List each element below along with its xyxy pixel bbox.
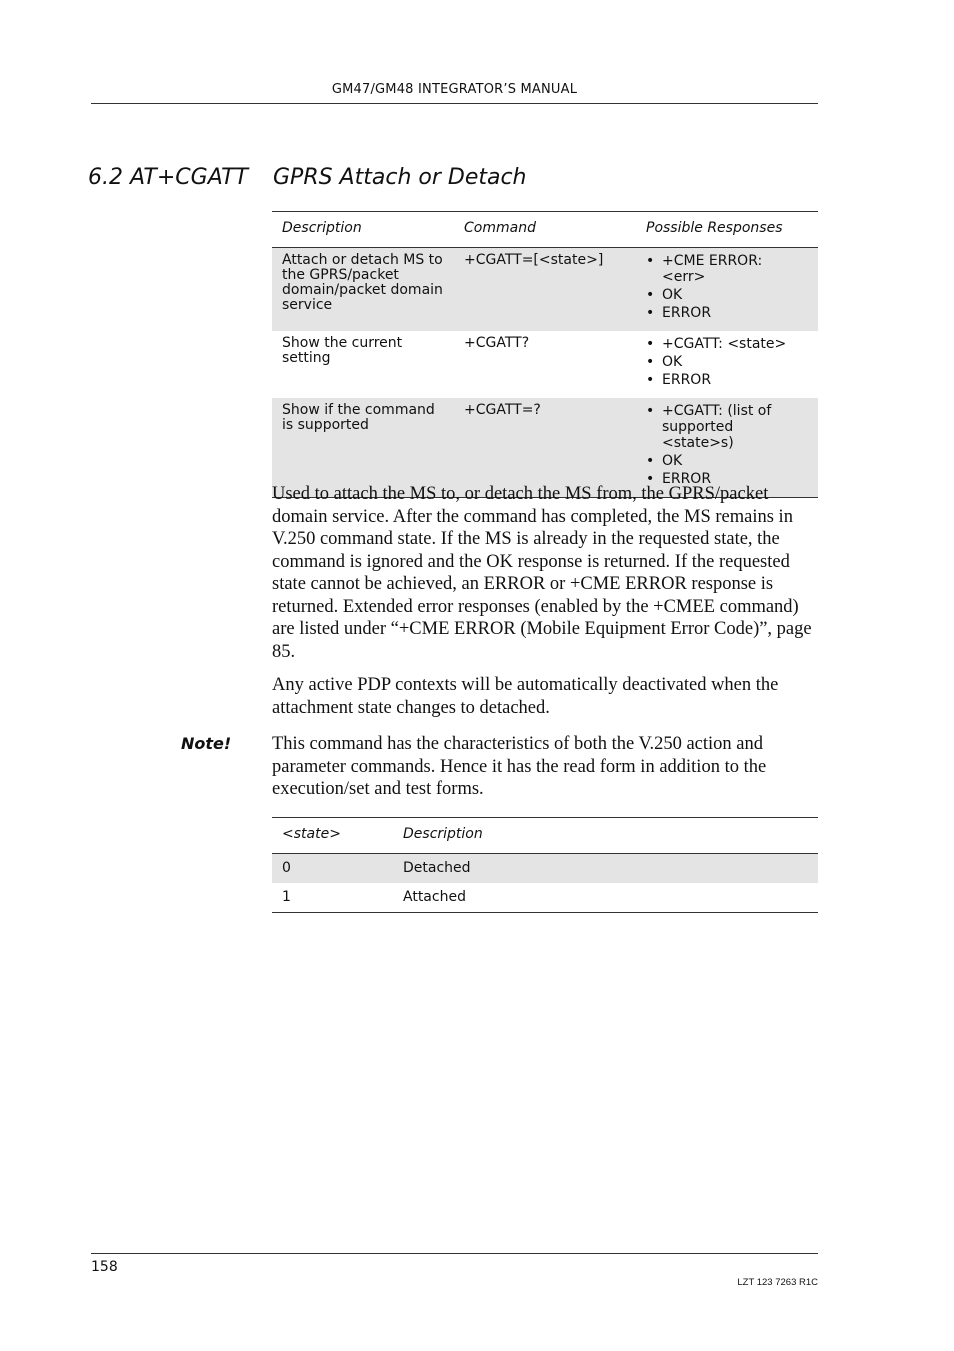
column-header-command: Command <box>464 220 536 236</box>
state-value: 0 <box>282 860 291 876</box>
row-command: +CGATT=? <box>464 402 541 418</box>
section-heading <box>88 165 527 190</box>
response-item: • OK <box>662 287 808 303</box>
section-title: GPRS Attach or Detach <box>273 165 527 190</box>
table-row <box>272 331 818 398</box>
row-command: +CGATT=[<state>] <box>464 252 604 268</box>
footer-divider <box>91 1253 818 1254</box>
column-header-responses: Possible Responses <box>646 220 783 236</box>
response-item: • OK <box>662 453 808 469</box>
column-header-state: <state> <box>282 826 341 842</box>
row-command: +CGATT? <box>464 335 530 351</box>
row-description: Attach or detach MS to the GPRS/packet domain/packet domain service <box>282 252 443 313</box>
section-number: 6.2 AT+CGATT <box>88 165 249 190</box>
page-number: 158 <box>91 1259 118 1275</box>
document-id: LZT 123 7263 R1C <box>737 1277 818 1288</box>
running-header: GM47/GM48 INTEGRATOR’S MANUAL <box>331 82 578 97</box>
state-value: 1 <box>282 889 291 905</box>
command-table-header-row <box>272 212 818 248</box>
response-item: • ERROR <box>662 471 808 487</box>
response-item: • OK <box>662 354 808 370</box>
response-item: • ERROR <box>662 372 808 388</box>
response-item: • +CME ERROR: <err> <box>662 253 808 285</box>
response-item: • ERROR <box>662 305 808 321</box>
table-row <box>272 883 818 913</box>
state-description: Detached <box>403 860 471 876</box>
row-description: Show the current setting <box>282 335 403 366</box>
description-paragraph: Used to attach the MS to, or detach the MS from, the GPRS/packet domain service. After the command has completed, the MS remains in V.250 command state. If the MS is already in the requested state, the command is ignored and the OK response is returned. If the requested state cannot be achieved, an ERROR or +CME ERROR response is returned. Extended error responses (enabled by the +CMEE command) are listed under “+CME ERROR (Mobile Equipment Error Code)”, page 85. <box>272 484 812 662</box>
row-responses <box>636 248 818 332</box>
state-table-header-row <box>272 818 818 854</box>
response-item: • +CGATT: <state> <box>662 336 808 352</box>
table-row <box>272 854 818 884</box>
column-header-description: Description <box>282 220 362 236</box>
column-header-state-description: Description <box>403 826 483 842</box>
note-label: Note! <box>181 734 232 753</box>
note-paragraph: This command has the characteristics of both the V.250 action and parameter commands. Hence it has the read form in addition to the execution/set and test forms. <box>272 734 767 799</box>
header-divider <box>91 103 818 104</box>
row-description: Show if the command is supported <box>282 402 435 433</box>
table-row <box>272 248 818 332</box>
command-table <box>272 211 818 498</box>
pdp-context-paragraph: Any active PDP contexts will be automatically deactivated when the attachment state changes to detached. <box>272 675 779 718</box>
row-responses <box>636 331 818 398</box>
state-table <box>272 817 818 913</box>
response-item: • +CGATT: (list of supported <state>s) <box>662 403 808 451</box>
state-description: Attached <box>403 889 466 905</box>
